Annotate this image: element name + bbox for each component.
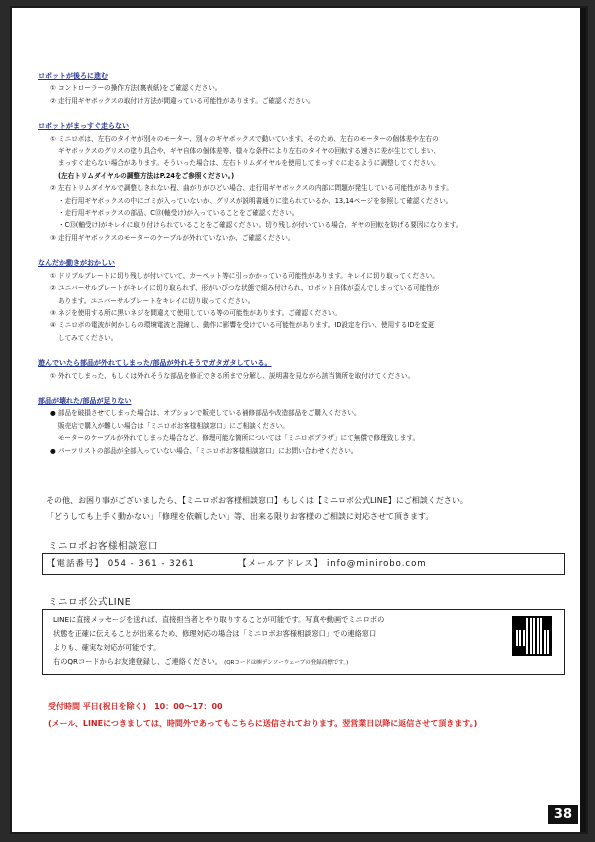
list-item: ① コントローラーの操作方法(裏表紙)をご確認ください。 [50, 84, 222, 93]
list-item: モーターのケーブルが外れてしまった場合など、修理可能な箇所については「ミニロボプラザ」にて無償で修理致します。 [58, 434, 420, 443]
list-item: ② 左右トリムダイヤルで調整しきれない程、曲がりがひどい場合、走行用ギヤボックスの内部に問題が発生している可能性があります。 [50, 184, 453, 193]
section-heading: 遊んでいたら部品が外れてしまった/部品が外れそうでガタガタしている。 [38, 359, 272, 368]
list-item: してみてください。 [58, 333, 118, 342]
inquiry-text [46, 493, 576, 525]
contact-window-title: ミニロボお客様相談窓口 [48, 541, 159, 552]
hours-line: 受付時間 平日(祝日を除く) 10：00～17：00 [48, 702, 223, 711]
line-official-line: よりも、確実な対応が可能です。 [53, 643, 161, 652]
list-item: ① ミニロボは、左右のタイヤが別々のモーター、別々のギヤボックスで動いています。そのため、左右のモーターの個体差や左右の [50, 134, 439, 143]
email-address[interactable]: info@minirobo.com [326, 559, 427, 569]
hours-note: (メール、LINEにつきましては、時間外であってもこちらに送信されております。翌営業日以降に返信させて頂きます。) [48, 719, 478, 728]
list-item: 販売店で購入が難しい場合は「ミニロボお客様相談窓口」にご相談ください。 [58, 421, 289, 430]
email-label: 【メールアドレス】 [238, 559, 324, 569]
list-item: ① ドリブルプレートに切り残しが付いていて、カーペット等に引っかかっている可能性があります。キレイに切り取ってください。 [50, 271, 439, 280]
contact-window-box [42, 553, 565, 575]
list-item: ② 走行用ギヤボックスの取付け方法が間違っている可能性があります。ご確認ください。 [50, 96, 315, 105]
section-heading: 部品が壊れた/部品が足りない [38, 396, 132, 405]
section-heading: ロボットがまっすぐ走らない [38, 122, 129, 131]
qr-note: (QRコードは㈱デンソーウェーブの登録商標です。) [224, 660, 349, 666]
list-item: ③ 走行用ギヤボックスのモーターのケーブルが外れていないか、ご確認ください。 [50, 233, 295, 242]
list-item: ④ ミニロボの電波が何かしらの環境電波と混線し、動作に影響を受けている可能性があります。ID設定を行い、使用するIDを変更 [50, 321, 435, 330]
line-official-line: 状態を正確に伝えることが出来るため、修理対応の場合は「ミニロボお客様相談窓口」での連絡窓口 [53, 629, 377, 638]
list-item: まっすぐ走らない場合があります。そういった場合は、左右トリムダイヤルを使用してまっすぐに走るように調整してください。 [58, 159, 440, 168]
line-official-box [42, 609, 565, 675]
phone-number[interactable]: 054 - 361 - 3261 [107, 559, 195, 569]
qr-code-icon[interactable] [512, 616, 552, 656]
inquiry-line: 「どうしても上手く動かない」「修理を依頼したい」等、出来る限りお客様のご相談に対応させて頂きます。 [46, 512, 434, 521]
line-official-line: 右のQRコードからお友達登録し、ご連絡ください。 [53, 657, 222, 666]
list-item: ③ ネジを使用する所に黒いネジを間違えて使用している等の可能性があります。ご確認ください。 [50, 308, 342, 317]
list-item: ギヤボックスのグリスの塗り具合や、ギヤ自体の個体差等、様々な条件により左右のタイヤの回転する速さに差が生じてしまい、 [58, 147, 440, 156]
section-heading: ロボットが後ろに進む [38, 72, 108, 80]
line-official-line: LINEに直接メッセージを送れば、直接担当者とやり取りすることが可能です。写真や動画でミニロボの [53, 615, 385, 624]
manual-page [10, 6, 588, 834]
page-number: 38 [548, 805, 578, 824]
line-official-text [53, 613, 493, 670]
list-item: (左右トリムダイヤルの調整方法はP.24をご参照ください。) [58, 171, 235, 180]
list-item: ・C⑬(軸受け)がキレイに取り付けられていることをご確認ください。切り残しが付いている場合、ギヤの回転を妨げる要因になります。 [58, 221, 463, 230]
page-edge-bar [580, 8, 586, 832]
list-item: あります。ユニバーサルプレートをキレイに切り取ってください。 [58, 296, 255, 305]
phone-label: 【電話番号】 [47, 559, 105, 569]
troubleshooting-content [38, 66, 568, 457]
list-item: ● パーツリストの部品が全部入っていない場合、「ミニロボお客様相談窓口」にお問い合わせください。 [50, 446, 358, 455]
list-item: ● 部品を破損させてしまった場合は、オプションで販売している補修部品や改造部品をご購入ください。 [50, 409, 361, 418]
list-item: ② ユニバーサルプレートがキレイに切り取られず、形がいびつな状態で組み付けられ、ロボット自体が歪んでしまっている可能性が [50, 284, 440, 293]
inquiry-line: その他、お困り事がございましたら、【ミニロボお客様相談窓口】もしくは【ミニロボ公式LINE】にご相談ください。 [46, 496, 468, 505]
business-hours [48, 698, 568, 732]
list-item: ・走行用ギヤボックスの中にゴミが入っていないか、グリスが説明書通りに塗られているか、13,14ページを参照して確認ください。 [58, 196, 453, 205]
section-heading: なんだか動きがおかしい [38, 259, 115, 268]
list-item: ① 外れてしまった、もしくは外れそうな部品を修正できる所まで分解し、説明書を見ながら該当箇所を取付けてください。 [50, 371, 415, 380]
list-item: ・走行用ギヤボックスの部品、C⑬(軸受け)が入っていることをご確認ください。 [58, 209, 299, 218]
line-official-title: ミニロボ公式LINE [48, 597, 132, 608]
